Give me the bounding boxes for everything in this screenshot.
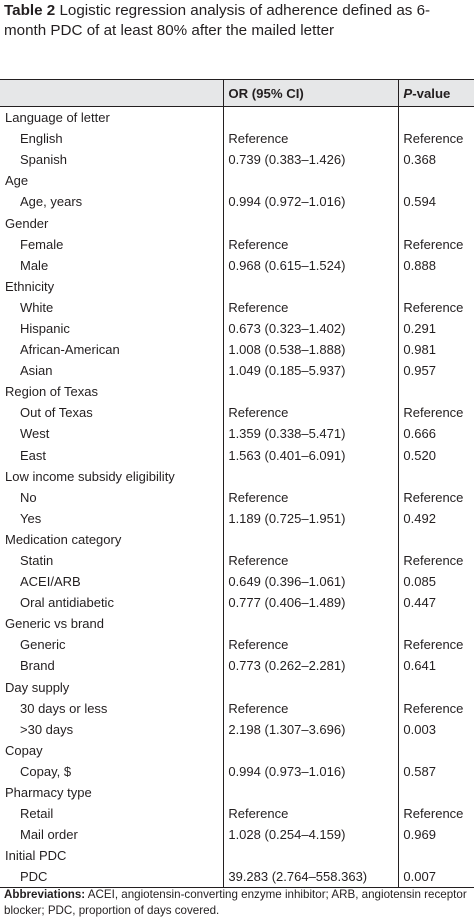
cell-variable: Oral antidiabetic [20,595,114,611]
cell-p-value: Reference [399,803,474,824]
cell-p-value: 0.666 [399,423,474,444]
cell-variable: Copay, $ [20,763,72,779]
regression-table [0,80,474,888]
abbreviations-text: ACEI, angiotensin-converting enzyme inhibitor; ARB, angiotensin receptor blocker; PDC, proportion of days covered. [4,888,467,917]
cell-p-value: 0.969 [399,824,474,845]
table-group-row [0,677,474,698]
cell-variable: Gender [5,215,49,231]
table-group-row [0,212,474,233]
table-caption [4,1,470,40]
cell-p-value [399,613,474,634]
cell-p-value [399,782,474,803]
cell-p-value [399,466,474,487]
cell-variable: Pharmacy type [5,785,92,801]
cell-or-ci: Reference [224,803,399,824]
cell-or-ci [224,170,399,191]
cell-or-ci: 1.563 (0.401–6.091) [224,445,399,466]
cell-p-value [399,381,474,402]
cell-p-value [399,107,474,129]
cell-variable: Generic [20,637,66,653]
cell-variable: White [20,299,54,315]
cell-variable: PDC [0,866,224,888]
table-row [0,234,474,255]
cell-or-ci: 0.777 (0.406–1.489) [224,592,399,613]
table-row [0,360,474,381]
cell-variable: West [20,426,50,442]
cell-or-ci: 2.198 (1.307–3.696) [224,719,399,740]
abbreviations-label: Abbreviations: [4,888,86,901]
cell-or-ci [224,613,399,634]
cell-variable: Initial PDC [5,848,67,864]
cell-or-ci: 0.994 (0.972–1.016) [224,191,399,212]
table-row [0,339,474,360]
table-row [0,318,474,339]
cell-p-value: Reference [399,634,474,655]
cell-variable: English [20,131,63,147]
cell-p-value: Reference [399,487,474,508]
cell-p-value: Reference [399,698,474,719]
cell-or-ci: 1.028 (0.254–4.159) [224,824,399,845]
table-row [0,592,474,613]
cell-or-ci: Reference [224,128,399,149]
table-group-row [0,170,474,191]
cell-p-value [399,529,474,550]
table-group-row [0,529,474,550]
table-row [0,550,474,571]
cell-p-value [399,276,474,297]
header-p-value [399,80,474,107]
cell-or-ci [224,845,399,866]
cell-or-ci: 0.739 (0.383–1.426) [224,149,399,170]
cell-variable: African-American [20,342,120,358]
abbreviations-footnote [4,887,470,919]
cell-variable: Region of Texas [5,384,98,400]
cell-or-ci [224,107,399,129]
cell-p-value [399,845,474,866]
cell-p-value: Reference [399,128,474,149]
table-row [0,866,474,888]
cell-variable: Yes [20,510,42,526]
cell-variable: >30 days [20,721,74,737]
cell-variable: No [20,489,37,505]
header-variable [0,80,224,107]
cell-variable: ACEI/ARB [20,574,81,590]
cell-p-value: 0.587 [399,761,474,782]
cell-variable: Retail [20,806,54,822]
cell-variable: Mail order [20,827,78,843]
table-row [0,803,474,824]
table-header-row [0,80,474,107]
cell-variable: Low income subsidy eligibility [5,468,175,484]
cell-or-ci: 1.359 (0.338–5.471) [224,423,399,444]
table-row [0,634,474,655]
cell-or-ci [224,276,399,297]
cell-variable: Copay [5,742,43,758]
cell-p-value: 0.085 [399,571,474,592]
cell-p-value: Reference [399,297,474,318]
table-group-row [0,276,474,297]
cell-or-ci: 1.189 (0.725–1.951) [224,508,399,529]
cell-p-value: Reference [399,550,474,571]
cell-p-value: 0.007 [399,866,474,888]
cell-p-value [399,170,474,191]
cell-p-value [399,212,474,233]
table-row [0,655,474,676]
cell-p-value: Reference [399,402,474,423]
cell-p-value: 0.641 [399,655,474,676]
cell-variable: Medication category [5,531,122,547]
cell-or-ci: 0.649 (0.396–1.061) [224,571,399,592]
cell-or-ci [224,677,399,698]
cell-variable: Age [5,173,29,189]
table-row [0,761,474,782]
cell-or-ci: Reference [224,634,399,655]
cell-p-value: 0.888 [399,255,474,276]
table-row [0,487,474,508]
cell-or-ci [224,212,399,233]
cell-p-value: 0.520 [399,445,474,466]
table-row [0,719,474,740]
cell-p-value: 0.447 [399,592,474,613]
table-row [0,402,474,423]
cell-p-value: Reference [399,234,474,255]
cell-or-ci: 1.008 (0.538–1.888) [224,339,399,360]
table-row [0,255,474,276]
table-group-row [0,466,474,487]
cell-or-ci [224,529,399,550]
cell-p-value [399,677,474,698]
table-row [0,297,474,318]
cell-p-value: 0.492 [399,508,474,529]
cell-variable: Day supply [5,679,70,695]
table-group-row [0,740,474,761]
table-row [0,423,474,444]
table-row [0,698,474,719]
table-row [0,149,474,170]
table-group-row [0,782,474,803]
table-row [0,571,474,592]
cell-or-ci [224,466,399,487]
table-caption-text: Logistic regression analysis of adherence defined as 6-month PDC of at least 80% after the mailed letter [4,2,431,39]
cell-variable: Language of letter [5,110,110,126]
cell-or-ci: 0.968 (0.615–1.524) [224,255,399,276]
cell-variable: Male [20,257,49,273]
table-row [0,508,474,529]
cell-variable: Hispanic [20,320,70,336]
cell-or-ci: 0.673 (0.323–1.402) [224,318,399,339]
cell-variable: Generic vs brand [5,616,104,632]
table-group-row [0,613,474,634]
cell-or-ci: 0.994 (0.973–1.016) [224,761,399,782]
table-row [0,128,474,149]
cell-or-ci: Reference [224,698,399,719]
cell-or-ci: Reference [224,487,399,508]
cell-p-value: 0.594 [399,191,474,212]
table-row [0,824,474,845]
cell-p-value [399,740,474,761]
cell-variable: Ethnicity [5,278,55,294]
cell-or-ci [224,740,399,761]
cell-or-ci: Reference [224,234,399,255]
table-row [0,445,474,466]
cell-or-ci [224,782,399,803]
cell-p-value: 0.368 [399,149,474,170]
cell-or-ci [224,381,399,402]
cell-variable: Spanish [20,152,67,168]
table-group-row [0,381,474,402]
cell-p-value: 0.003 [399,719,474,740]
cell-variable: Age, years [20,194,83,210]
cell-or-ci: 39.283 (2.764–558.363) [224,866,399,888]
cell-variable: Brand [20,658,55,674]
cell-or-ci: Reference [224,550,399,571]
table-row [0,191,474,212]
cell-variable: Statin [20,553,54,569]
cell-or-ci: Reference [224,297,399,318]
table-body [0,107,474,888]
cell-variable: Out of Texas [20,405,93,421]
cell-p-value: 0.981 [399,339,474,360]
table-group-row [0,107,474,129]
cell-variable: 30 days or less [20,700,108,716]
table-group-row [0,845,474,866]
header-or-ci: OR (95% CI) [224,80,399,107]
cell-variable: Asian [20,363,53,379]
cell-variable: East [20,447,47,463]
header-p-italic: P [403,85,413,101]
header-p-rest: -value [412,85,451,101]
cell-variable: Female [20,236,64,252]
cell-p-value: 0.957 [399,360,474,381]
cell-p-value: 0.291 [399,318,474,339]
cell-or-ci: Reference [224,402,399,423]
table-caption-label: Table 2 [4,2,56,19]
cell-or-ci: 0.773 (0.262–2.281) [224,655,399,676]
cell-or-ci: 1.049 (0.185–5.937) [224,360,399,381]
